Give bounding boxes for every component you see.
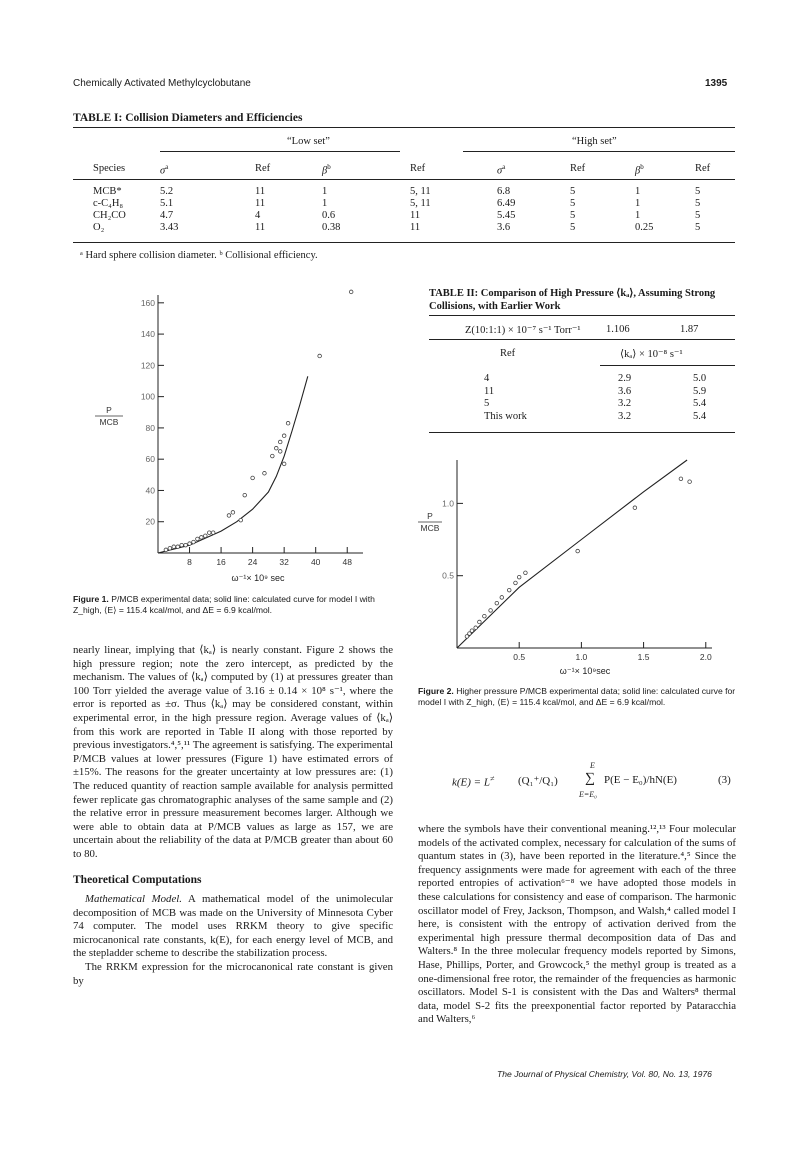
y-tick-label: 120 bbox=[140, 360, 155, 371]
data-point bbox=[227, 514, 231, 518]
table1-col-header: $\beta^b$ bbox=[635, 163, 644, 177]
x-tick-label: 8 bbox=[187, 557, 192, 567]
table1-cell: 0.6 bbox=[322, 210, 336, 221]
data-point bbox=[576, 549, 580, 553]
data-point bbox=[180, 543, 184, 547]
data-point bbox=[211, 531, 215, 535]
data-point bbox=[507, 588, 511, 592]
x-tick-label: 0.5 bbox=[513, 652, 526, 662]
table1-title: TABLE I: Collision Diameters and Efficiencies bbox=[73, 112, 303, 124]
x-tick-label: 24 bbox=[247, 557, 258, 567]
equation-ratio: (Q₁⁺/Q₁) bbox=[518, 775, 558, 787]
table1-col-header: Ref bbox=[255, 163, 271, 174]
table1-footnote: ᵃ Hard sphere collision diameter. ᵇ Collisional efficiency. bbox=[80, 250, 318, 261]
y-tick-label: 100 bbox=[140, 391, 155, 402]
x-tick-label: 32 bbox=[279, 557, 289, 567]
y-tick-label: 140 bbox=[140, 329, 155, 340]
data-point bbox=[478, 620, 482, 624]
data-point bbox=[524, 571, 528, 575]
equation-lhs-text: k(E) = L bbox=[452, 776, 490, 789]
data-point bbox=[633, 506, 637, 510]
table1-cell: 4.7 bbox=[160, 210, 174, 221]
table1-cell: 11 bbox=[255, 222, 266, 233]
right-paragraph-1: where the symbols have their conventional meaning.¹²,¹³ Four molecular models of the activated complex, necessary for calculation of the sums of quantum states in (3), have been reported in the literature.⁴,⁵ Since the frequency assignments were made for agreement with each of the three reported entropies of activation⁶⁻⁸ we have adopted those models in these calculations for consistency and ease of comparison. The harmonic oscillator model of Frey, Jackson, Thompson, and Walsh,⁴ called model I here, is consistent with the entropy of activation derived from the experimental high pressure thermal decomposition data of Das and Walters.⁸ In the three molecular frequency models reported by Simons, Hase, Phillips, Porter, and Growcock,⁵ the methyl group is treated as a one-dimensional free rotor, the remainder of the frequencies as harmonic oscillators. Model S-1 is consistent with the Das and Walters⁸ thermal data, model S-2 fits the preexponential factor reported by Pataracchia and Walters,⁶ bbox=[418, 823, 736, 1026]
table1-group-high: “High set” bbox=[572, 136, 617, 147]
y-tick-label: 20 bbox=[145, 516, 155, 527]
table2-cell: 3.2 bbox=[618, 398, 632, 409]
table2-cell: 2.9 bbox=[618, 373, 632, 384]
y-label-top: P bbox=[427, 511, 433, 521]
table2-cell: 5.9 bbox=[693, 385, 707, 397]
data-point bbox=[495, 601, 499, 605]
data-point bbox=[251, 476, 255, 480]
table2-cell: 5.4 bbox=[693, 398, 707, 409]
data-point bbox=[243, 493, 247, 497]
y-tick-label: 60 bbox=[145, 454, 155, 465]
figure2-caption-label: Figure 2. bbox=[418, 686, 454, 696]
table1-cell: 0.25 bbox=[635, 222, 654, 233]
table1-cell: 1 bbox=[635, 198, 641, 209]
table1-cell: CH₂CO bbox=[93, 210, 126, 221]
table1-col-header: Ref bbox=[695, 163, 711, 174]
equation-sum-top: E bbox=[590, 761, 595, 770]
x-tick-label: 16 bbox=[216, 557, 226, 567]
data-point bbox=[474, 626, 478, 630]
data-point bbox=[239, 518, 243, 522]
table2-z-label: Z(10:1:1) × 10⁻⁷ s⁻¹ Torr⁻¹ bbox=[465, 325, 581, 336]
table1-top-rule bbox=[73, 127, 735, 128]
table1-cell: 1 bbox=[322, 186, 328, 197]
data-point bbox=[286, 421, 290, 425]
right-column bbox=[418, 823, 736, 1027]
table1-group-low: “Low set” bbox=[287, 136, 330, 147]
table1-high-rule bbox=[463, 151, 735, 152]
equation-lhs: k(E) = L≠ bbox=[452, 774, 495, 789]
table1-cell: 6.8 bbox=[497, 186, 511, 197]
table1-head-rule bbox=[73, 179, 735, 180]
data-point bbox=[231, 511, 235, 515]
data-point bbox=[278, 440, 282, 444]
table1-cell: 0.38 bbox=[322, 222, 341, 233]
table2-z-value-1: 1.106 bbox=[606, 324, 630, 335]
table2-top-rule bbox=[429, 315, 735, 316]
table1-cell: 5 bbox=[570, 222, 576, 233]
left-paragraph-3: The RRKM expression for the microcanonical rate constant is given by bbox=[73, 961, 393, 987]
figure1-caption-text: P/MCB experimental data; solid line: calculated curve for model I with Z_high, ⟨E⟩ = 115.4 kcal/mol, and ΔE = 6.9 kcal/mol. bbox=[73, 594, 375, 615]
table2-cell: 4 bbox=[484, 373, 490, 384]
data-point bbox=[282, 462, 286, 466]
table1-cell: 11 bbox=[410, 222, 421, 233]
table1-cell: 5 bbox=[570, 198, 576, 209]
data-point bbox=[514, 581, 518, 585]
y-tick-label: 160 bbox=[140, 297, 155, 308]
table1-cell: 5, 11 bbox=[410, 186, 431, 197]
data-point bbox=[263, 471, 267, 475]
table1-bottom-rule bbox=[73, 242, 735, 243]
figure1-caption-label: Figure 1. bbox=[73, 594, 109, 604]
paragraph-2-lead: Mathematical Model. bbox=[85, 893, 182, 906]
y-tick-label: 0.5 bbox=[442, 570, 454, 581]
table1-cell: 1 bbox=[635, 210, 641, 221]
table2-ref-label: Ref bbox=[500, 348, 516, 359]
table1-cell: c-C₄H₈ bbox=[93, 198, 124, 209]
table2-ka-label: ⟨kₐ⟩ × 10⁻⁸ s⁻¹ bbox=[620, 349, 683, 360]
figure2-caption-text: Higher pressure P/MCB experimental data; solid line: calculated curve for model I with Z_high, ⟨E⟩ = 115.4 kcal/mol, and ΔE = 6.9 kcal/mol. bbox=[418, 686, 736, 707]
y-tick-label: 40 bbox=[145, 485, 155, 496]
data-point bbox=[192, 540, 196, 544]
running-header: Chemically Activated Methylcyclobutane bbox=[73, 78, 251, 89]
equation-rhs: P(E − E₀)/hN(E) bbox=[604, 774, 677, 786]
table1-cell: 5, 11 bbox=[410, 198, 431, 209]
table2-cell: 11 bbox=[484, 385, 495, 397]
data-point bbox=[349, 290, 353, 294]
equation-number: (3) bbox=[718, 774, 731, 786]
table2-ka-rule bbox=[600, 365, 735, 366]
table2-cell: 5.4 bbox=[693, 410, 707, 422]
table1-cell: 5.45 bbox=[497, 210, 516, 221]
figure2-caption bbox=[418, 686, 738, 708]
x-tick-label: 40 bbox=[310, 557, 321, 567]
table1-col-header: Species bbox=[93, 163, 126, 174]
table1-cell: 5 bbox=[695, 222, 701, 233]
table2-cell: 3.6 bbox=[618, 385, 632, 397]
paragraph-2-body: A mathematical model of the unimolecular decomposition of MCB was made on the University of Minnesota Cyber 74 computer. The model uses RRKM theory to give specific microcanonical rate constants, k(E), for each energy level of MCB, and the stepladder scheme to describe the stabilization process. bbox=[73, 893, 394, 960]
table1-low-rule bbox=[160, 151, 400, 152]
equation-sum-bottom: E=E₀ bbox=[579, 790, 597, 799]
table1-cell: 11 bbox=[410, 210, 421, 221]
x-tick-label: 48 bbox=[342, 557, 352, 567]
table1-cell: 4 bbox=[255, 210, 261, 221]
y-label-top: P bbox=[106, 405, 112, 415]
data-point bbox=[196, 537, 200, 541]
data-point bbox=[688, 480, 692, 484]
data-point bbox=[278, 450, 282, 454]
table2-cell: This work bbox=[484, 410, 527, 422]
data-point bbox=[271, 454, 275, 458]
page-number: 1395 bbox=[705, 78, 728, 89]
table1-col-header: $\beta^b$ bbox=[322, 163, 331, 177]
journal-footer: The Journal of Physical Chemistry, Vol. 80, No. 13, 1976 bbox=[497, 1069, 712, 1079]
table1-cell: 11 bbox=[255, 186, 266, 197]
x-tick-label: 1.5 bbox=[637, 652, 650, 662]
y-label-bottom: MCB bbox=[420, 523, 440, 533]
table1-cell: 1 bbox=[322, 198, 328, 209]
table2-bottom-rule bbox=[429, 432, 735, 433]
data-point bbox=[517, 575, 521, 579]
y-tick-label: 1.0 bbox=[442, 498, 454, 509]
data-point bbox=[282, 434, 286, 438]
data-point bbox=[679, 477, 683, 481]
table1-col-header: $\sigma^a$ bbox=[160, 163, 169, 177]
y-tick-label: 80 bbox=[145, 422, 155, 433]
table1-cell: 5.1 bbox=[160, 198, 174, 209]
calculated-curve bbox=[457, 460, 687, 648]
table2-cell: 3.2 bbox=[618, 410, 632, 422]
table2-title: TABLE II: Comparison of High Pressure ⟨kₐ⟩, Assuming Strong Collisions, with Earlier Work bbox=[429, 288, 716, 312]
data-point bbox=[172, 545, 176, 549]
table2-mid-rule bbox=[429, 339, 735, 340]
data-point bbox=[489, 609, 493, 613]
figure2-chart bbox=[410, 450, 740, 680]
data-point bbox=[274, 446, 278, 450]
table1-cell: MCB* bbox=[93, 186, 122, 197]
x-axis-label: ω⁻¹× 10⁹sec bbox=[559, 666, 611, 676]
equation-3 bbox=[452, 763, 737, 801]
figure1-chart bbox=[73, 285, 403, 590]
table1-cell: 5 bbox=[695, 210, 701, 221]
data-point bbox=[470, 629, 474, 633]
data-point bbox=[176, 545, 180, 549]
table1-cell: 5.2 bbox=[160, 186, 174, 197]
table1-cell: 1 bbox=[635, 186, 641, 197]
x-tick-label: 1.0 bbox=[575, 652, 588, 662]
table1-cell: 3.43 bbox=[160, 222, 179, 233]
figure1-caption bbox=[73, 594, 401, 616]
data-point bbox=[207, 531, 211, 535]
table1-cell: 11 bbox=[255, 198, 266, 209]
data-point bbox=[168, 547, 172, 551]
data-point bbox=[188, 542, 192, 546]
section-heading: Theoretical Computations bbox=[73, 873, 202, 886]
left-column bbox=[73, 644, 393, 988]
left-paragraph-1: nearly linear, implying that ⟨kₐ⟩ is nearly constant. Figure 2 shows the high pressure region; note the zero intercept, as predicted by the mechanism. The values of ⟨kₐ⟩ computed by (1) at pressures greater than 100 Torr yielded the average value of 3.16 ± 0.14 × 10⁸ s⁻¹, where the error is reported as ±σ. Thus ⟨kₐ⟩ may be considered constant, within experimental error, in the high pressure region. Average values of ⟨kₐ⟩ from this work are reported in Table II along with those reported by previous investigators.⁴,⁵,¹¹ The agreement is satisfying. The experimental P/MCB values at lower pressures (Figure 1) have estimated errors of ±15%. The reasons for the greater uncertainty at low pressures are: (1) The reduced quantity of reaction sample available for analysis permitted fewer replicate gas chromatographic analyses of the same sample and (2) the relative error in pressure measurement becomes larger. Although we were able to obtain data at P/MCB values as large as 157, we are uncertain about the reliability of the data at P/MCB greater than about 60 to 80. bbox=[73, 644, 393, 860]
x-tick-label: 2.0 bbox=[699, 652, 712, 662]
table2-z-value-2: 1.87 bbox=[680, 324, 699, 335]
table1-col-header: Ref bbox=[410, 163, 426, 174]
data-point bbox=[500, 596, 504, 600]
table1-cell: O₂ bbox=[93, 222, 105, 233]
table1-col-header: Ref bbox=[570, 163, 586, 174]
left-paragraph-2 bbox=[73, 893, 393, 961]
table1-cell: 5 bbox=[695, 198, 701, 209]
data-point bbox=[204, 534, 208, 538]
table1-col-header: $\sigma^a$ bbox=[497, 163, 506, 177]
table1-cell: 5 bbox=[570, 186, 576, 197]
table1-cell: 3.6 bbox=[497, 222, 511, 233]
table2-cell: 5.0 bbox=[693, 373, 707, 384]
table1-cell: 5 bbox=[695, 186, 701, 197]
sum-symbol: ∑ bbox=[585, 771, 595, 786]
data-point bbox=[164, 548, 168, 552]
data-point bbox=[200, 536, 204, 540]
data-point bbox=[318, 354, 322, 358]
y-label-bottom: MCB bbox=[99, 417, 119, 427]
x-axis-label: ω⁻¹× 10⁹ sec bbox=[231, 573, 285, 583]
data-point bbox=[184, 543, 188, 547]
table1-cell: 5 bbox=[570, 210, 576, 221]
table1-cell: 6.49 bbox=[497, 198, 516, 209]
data-point bbox=[483, 614, 487, 618]
table2-cell: 5 bbox=[484, 398, 490, 409]
